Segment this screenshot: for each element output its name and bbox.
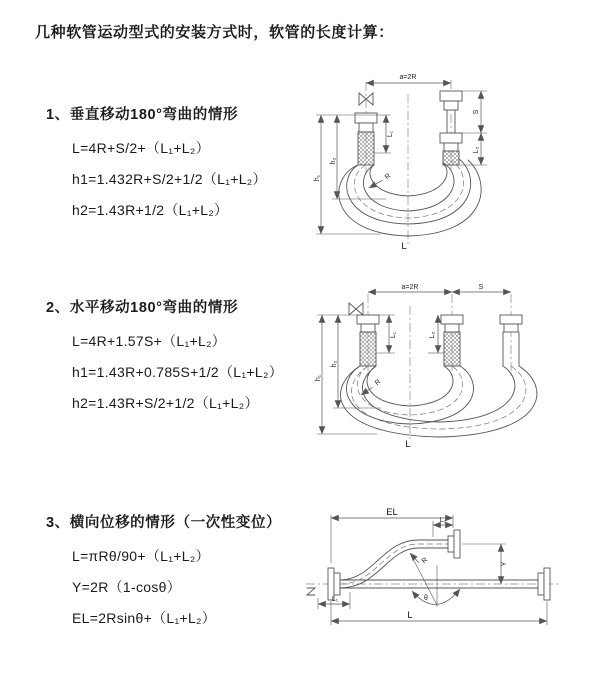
valve-icon bbox=[349, 303, 363, 315]
formula-el: EL=2Rsinθ+（L₁+L₂） bbox=[72, 610, 217, 626]
formula-h2: h2=1.43R+S/2+1/2（L₁+L₂） bbox=[72, 395, 259, 411]
formula-length: L=4R+S/2+（L₁+L₂） bbox=[72, 140, 210, 156]
dim-label-el: EL bbox=[386, 507, 398, 518]
formula-length: L=4R+1.57S+（L₁+L₂） bbox=[72, 333, 227, 349]
angle-label-theta: θ bbox=[424, 595, 428, 602]
dimension-l2 bbox=[433, 517, 453, 537]
section-1-heading: 1、垂直移动180°弯曲的情形 bbox=[46, 107, 239, 123]
dimension-h1 bbox=[315, 315, 395, 434]
dim-label-l1: L₁ bbox=[331, 596, 339, 603]
section-lateral-displacement bbox=[46, 511, 281, 634]
fixed-pipe-end bbox=[355, 113, 377, 165]
section-vertical-movement bbox=[46, 103, 267, 226]
dimension-l2 bbox=[473, 133, 481, 165]
formula-length: L=πRθ/90+（L₁+L₂） bbox=[72, 548, 210, 564]
diagram-horizontal-180-bend bbox=[311, 282, 541, 450]
diagram-vertical-180-bend bbox=[311, 66, 503, 258]
section-2-formulas bbox=[72, 326, 283, 419]
dim-label-r: R bbox=[373, 378, 383, 388]
dimension-y bbox=[462, 544, 508, 584]
dim-label-h1: h₁ bbox=[315, 374, 322, 382]
dimension-el bbox=[331, 507, 453, 563]
formula-h1: h1=1.43R+0.785S+1/2（L₁+L₂） bbox=[72, 364, 283, 380]
centerline-mark bbox=[307, 588, 315, 595]
dimension-l bbox=[331, 601, 547, 625]
section-2-heading: 2、水平移动180°弯曲的情形 bbox=[46, 300, 239, 316]
dim-label-h2: h₂ bbox=[330, 157, 337, 165]
formula-y: Y=2R（1-cosθ） bbox=[72, 579, 182, 595]
dim-label-length: L bbox=[407, 610, 413, 621]
dimension-s bbox=[452, 284, 511, 292]
section-3-heading: 3、横向位移的情形（一次性变位） bbox=[46, 515, 282, 531]
dimension-h1 bbox=[314, 115, 391, 234]
section-3-formulas bbox=[72, 541, 281, 634]
centerlines bbox=[306, 584, 558, 595]
right-flange bbox=[538, 568, 550, 600]
section-horizontal-movement bbox=[46, 296, 283, 419]
dimension-a2r bbox=[368, 284, 452, 292]
fixed-pipe-end bbox=[357, 315, 379, 366]
dim-label-l2: L₂ bbox=[473, 146, 480, 154]
dim-label-length: L bbox=[405, 439, 411, 450]
centerlines bbox=[366, 80, 451, 246]
upper-flange bbox=[448, 530, 460, 558]
section-1-formulas bbox=[72, 133, 267, 226]
formula-h1: h1=1.432R+S/2+1/2（L₁+L₂） bbox=[72, 171, 267, 187]
dim-label-l2: L₂ bbox=[439, 517, 447, 524]
diagram-lateral-displacement bbox=[298, 503, 566, 645]
dim-label-l2: L₂ bbox=[429, 331, 436, 339]
dim-label-r: R bbox=[383, 172, 393, 182]
page-title: 几种软管运动型式的安装方式时，软管的长度计算： bbox=[35, 24, 394, 41]
hose-u-bend-position-2 bbox=[340, 366, 536, 437]
hose-u-bend bbox=[339, 159, 481, 236]
dim-label-a2r: a=2R bbox=[399, 74, 417, 81]
dim-label-l1: L₁ bbox=[390, 331, 397, 339]
dim-label-h1: h₁ bbox=[314, 174, 321, 182]
dim-label-y: Y bbox=[501, 561, 508, 567]
dim-label-a2r: a=2R bbox=[401, 284, 419, 291]
dim-label-r: R bbox=[420, 556, 430, 566]
dimension-a2r bbox=[366, 74, 451, 83]
radius-leader bbox=[369, 173, 392, 188]
dim-label-s: S bbox=[478, 284, 484, 291]
dim-label-h2: h₂ bbox=[331, 360, 338, 368]
moving-pipe-end-position-1 bbox=[441, 315, 463, 366]
dim-label-length: L bbox=[401, 241, 407, 252]
hose-displaced-position bbox=[340, 540, 448, 588]
dim-label-s: S bbox=[473, 109, 480, 115]
formula-h2: h2=1.43R+1/2（L₁+L₂） bbox=[72, 202, 229, 218]
dim-label-l1: L₁ bbox=[387, 130, 394, 138]
